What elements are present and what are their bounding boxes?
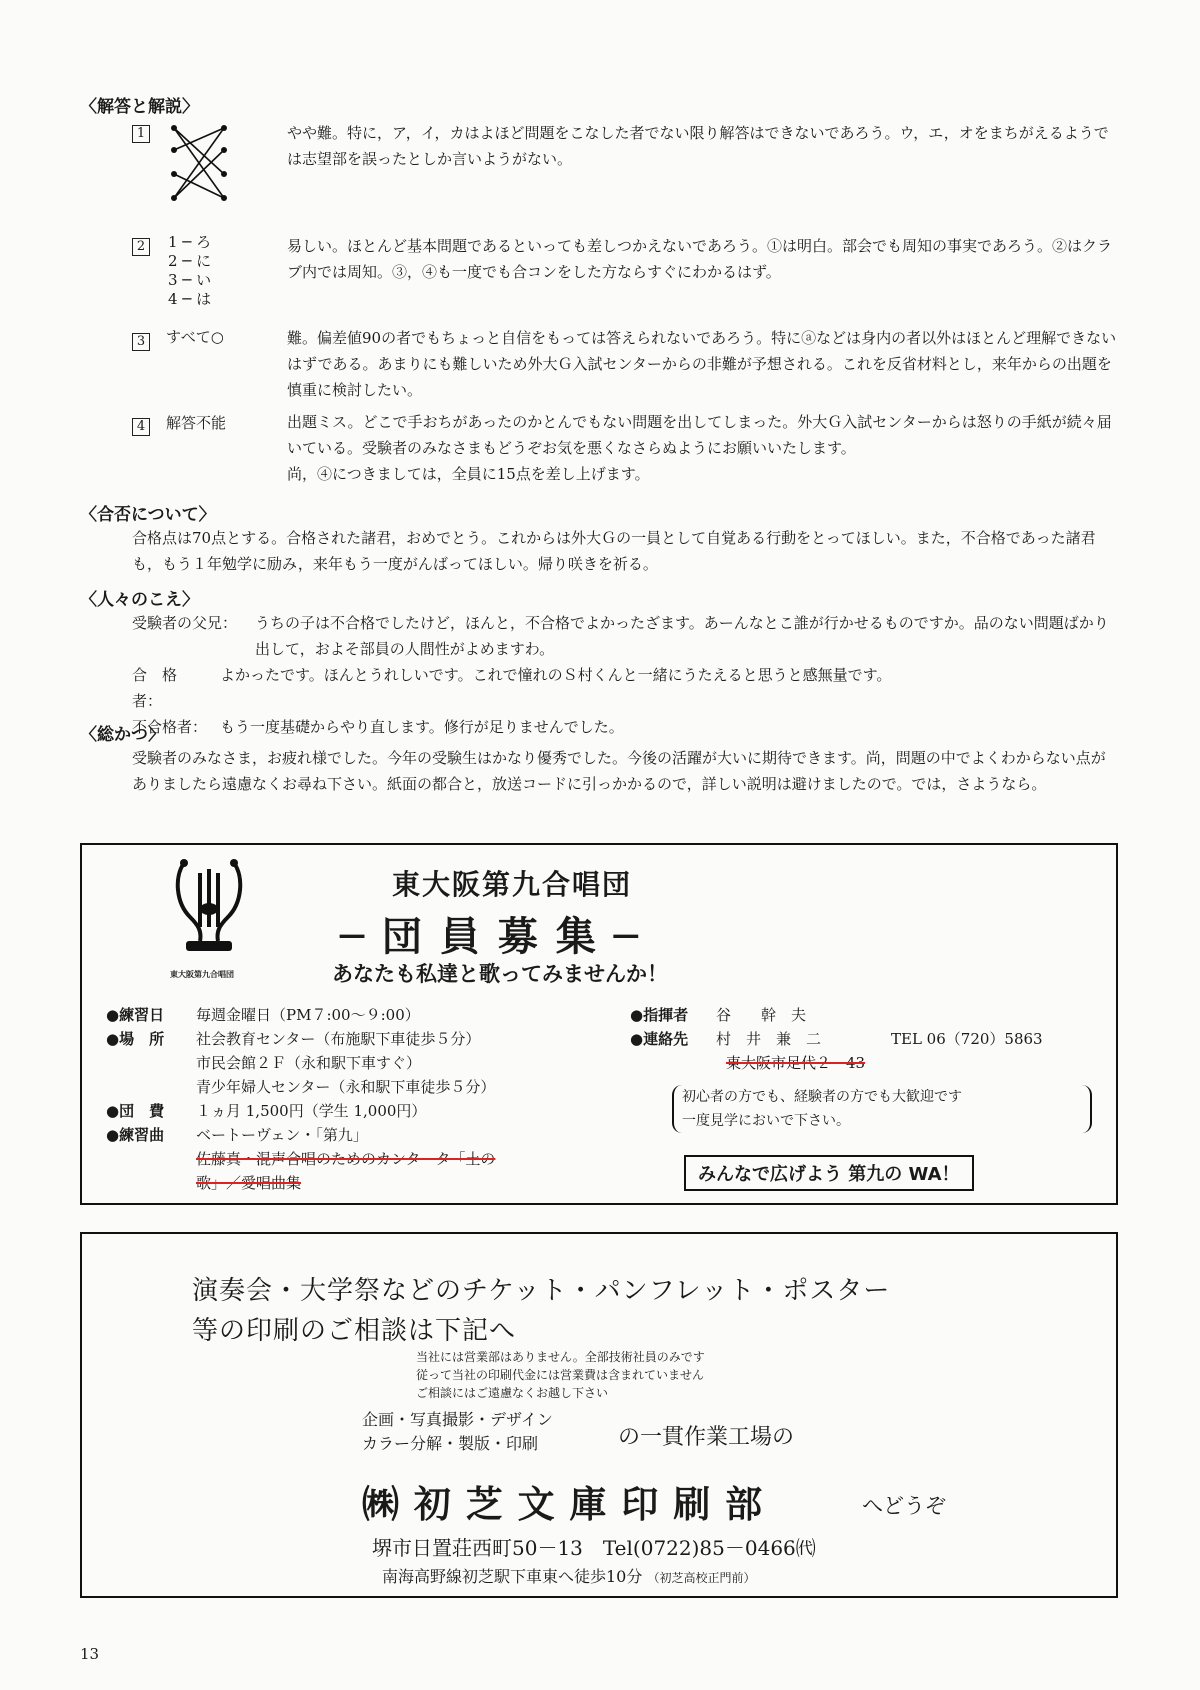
choir-recruit-ad — [80, 843, 1118, 1205]
struck-song-line-2: 歌」／愛唱曲集 — [196, 1174, 302, 1192]
choir-details — [106, 1003, 666, 1195]
printing-line-2: 等の印刷のご相談は下記へ — [192, 1316, 517, 1346]
item-number-2: 2 — [132, 235, 150, 256]
logo-caption: 東大阪第九合唱団 — [170, 970, 234, 979]
conductor-row — [630, 1003, 1110, 1027]
page-number: 13 — [80, 1645, 100, 1663]
company-address: 堺市日置荘西町50－13 Tel(0722)85－0466㈹ — [372, 1536, 816, 1560]
detail-row — [106, 1003, 666, 1027]
conductor-name: 谷 幹 夫 — [716, 1006, 807, 1024]
detail-label — [106, 1075, 196, 1099]
voice-text: もう一度基礎からやり直します。修行が足りませんでした。 — [220, 718, 624, 736]
company-access — [382, 1564, 755, 1587]
item-number-4: 4 — [132, 415, 150, 436]
services-line-1: 企画・写真撮影・デザイン — [362, 1410, 553, 1429]
recruit-headline: ─ 団 員 募 集 ─ — [340, 913, 640, 960]
matching-diagram — [168, 122, 232, 206]
contact-row — [630, 1027, 1110, 1051]
company-suffix: へどうぞ — [862, 1494, 946, 1518]
printing-line-1: 演奏会・大学祭などのチケット・パンフレット・ポスター — [192, 1276, 891, 1306]
summary-text: 受験者のみなさま，お疲れ様でした。今年の受験生はかなり優秀でした。今後の活躍が大いに期待できます。尚，問題の中でよくわからない点がありましたら遠慮なくお尋ね下さい。紙面の都合と，放送コードに引っかかるので，詳しい説明は避けましたので。では，さようなら。 — [132, 749, 1106, 793]
factory-text: の一貫作業工場の — [618, 1425, 795, 1450]
explanation-2: 易しい。ほとんど基本問題であるといっても差しつかえないであろう。①は明白。部会でも周知の事実であろう。②はクラブ内では周知。③，④も一度でも合コンをした方ならすぐにわかるはず。 — [287, 237, 1113, 281]
voice-speaker: 不合格者： — [132, 718, 208, 736]
detail-row — [106, 1099, 666, 1123]
voice-line — [132, 714, 1120, 740]
detail-row — [106, 1051, 666, 1075]
printing-company-ad — [80, 1232, 1118, 1598]
contact-name: 村 井 兼 二 — [716, 1030, 822, 1048]
choir-tagline: あなたも私達と歌ってみませんか！ — [332, 962, 668, 986]
detail-value: 毎週金曜日（PM７:00～９:00） — [196, 1006, 420, 1024]
welcome-note: 初心者の方でも、経験者の方でも大歓迎です 一度見学においで下さい。 — [672, 1085, 1092, 1133]
company-note: 当社には営業部はありません。全部技術社員のみです 従って当社の印刷代金には営業費は含まれていません ご相談にはご遠慮なくお越し下さい — [416, 1350, 705, 1400]
contact-label: ●連絡先 — [630, 1030, 689, 1048]
answer-2: 1 ─ ろ 2 ─ に 3 ─ い 4 ─ は — [168, 233, 212, 308]
choir-contacts — [630, 1003, 1110, 1075]
struck-song-line-1: 佐藤真・混声合唱のためのカンタータ「土の — [196, 1150, 496, 1168]
company-name: ㈱ 初 芝 文 庫 印 刷 部 — [362, 1482, 764, 1526]
voice-line — [132, 662, 1120, 714]
answer-3: すべて○ — [166, 328, 224, 346]
detail-value: 社会教育センター（布施駅下車徒歩５分） — [196, 1030, 481, 1048]
detail-row — [106, 1027, 666, 1051]
detail-row — [106, 1075, 666, 1099]
detail-label: ●団 費 — [106, 1102, 165, 1120]
voice-speaker: 合 格 者： — [132, 666, 193, 710]
detail-label: ●場 所 — [106, 1030, 165, 1048]
access-note: （初芝高校正門前） — [647, 1571, 756, 1585]
detail-value: ベートーヴェン・「第九」 — [196, 1126, 368, 1144]
detail-label: ●練習日 — [106, 1006, 165, 1024]
explanation-1: やや難。特に，ア，イ，カはよほど問題をこなした者でない限り解答はできないであろう。ウ，エ，オをまちがえるようでは志望部を誤ったとしか言いようがない。 — [287, 124, 1109, 168]
section-heading-pass: 〈合否について〉 — [80, 505, 216, 525]
detail-value: 青少年婦人センター（永和駅下車徒歩５分） — [196, 1078, 496, 1096]
item-number-3: 3 — [132, 330, 150, 351]
voice-text: うちの子は不合格でしたけど，ほんと，不合格でよかったざます。あーんなとこ誰が行かせるものですか。品のない問題ばかり出して，およそ部員の人間性がよめますわ。 — [255, 614, 1109, 658]
item-number-1: 1 — [132, 122, 150, 143]
section-heading-answers: 〈解答と解説〉 — [80, 97, 199, 117]
struck-address: 東大阪市足代２－43 — [726, 1054, 866, 1072]
explanation-4: 出題ミス。どこで手おちがあったのかとんでもない問題を出してしまった。外大Ｇ入試センターからは怒りの手紙が続々届いている。受験者のみなさまもどうぞお気を悪くなさらぬようにお願いいたします。 尚，④につきましては，全員に15点を差し上げます。 — [287, 413, 1112, 483]
voices-list — [132, 610, 1120, 740]
voice-speaker: 受験者の父兄： — [132, 614, 238, 632]
conductor-label: ●指揮者 — [630, 1006, 689, 1024]
detail-value: 市民会館２Ｆ（永和駅下車すぐ） — [196, 1054, 422, 1072]
contact-tel: TEL 06（720）5863 — [891, 1030, 1043, 1048]
voice-line — [132, 610, 1120, 662]
detail-row — [106, 1123, 666, 1147]
detail-label — [106, 1051, 196, 1075]
detail-value: １ヵ月 1,500円（学生 1,000円） — [196, 1102, 427, 1120]
section-heading-summary: 〈総かつ〉 — [80, 725, 165, 745]
services-line-2: カラー分解・製版・印刷 — [362, 1434, 539, 1453]
answer-4: 解答不能 — [166, 414, 227, 432]
choir-name: 東大阪第九合唱団 — [392, 868, 633, 901]
detail-label: ●練習曲 — [106, 1126, 165, 1144]
choir-slogan: みんなで広げよう 第九の WA！ — [684, 1155, 974, 1191]
voice-text: よかったです。ほんとうれしいです。これで憧れのＳ村くんと一緒にうたえると思うと感無量です。 — [220, 666, 892, 684]
section-heading-voices: 〈人々のこえ〉 — [80, 590, 199, 610]
access-text: 南海高野線初芝駅下車東へ徒歩10分 — [382, 1567, 643, 1586]
lyre-logo — [172, 857, 246, 955]
explanation-3: 難。偏差値90の者でもちょっと自信をもっては答えられないであろう。特にⓐなどは身内の者以外はほとんど理解できないはずである。あまりにも難しいため外大Ｇ入試センターからの非難が予想される。これを反省材料とし，来年からの出題を慎重に検討したい。 — [287, 329, 1117, 399]
pass-text: 合格点は70点とする。合格された諸君，おめでとう。これからは外大Ｇの一員として自覚ある行動をとってほしい。また，不合格であった諸君も，もう１年勉学に励み，来年もう一度がんばってほしい。帰り咲きを祈る。 — [132, 529, 1096, 573]
